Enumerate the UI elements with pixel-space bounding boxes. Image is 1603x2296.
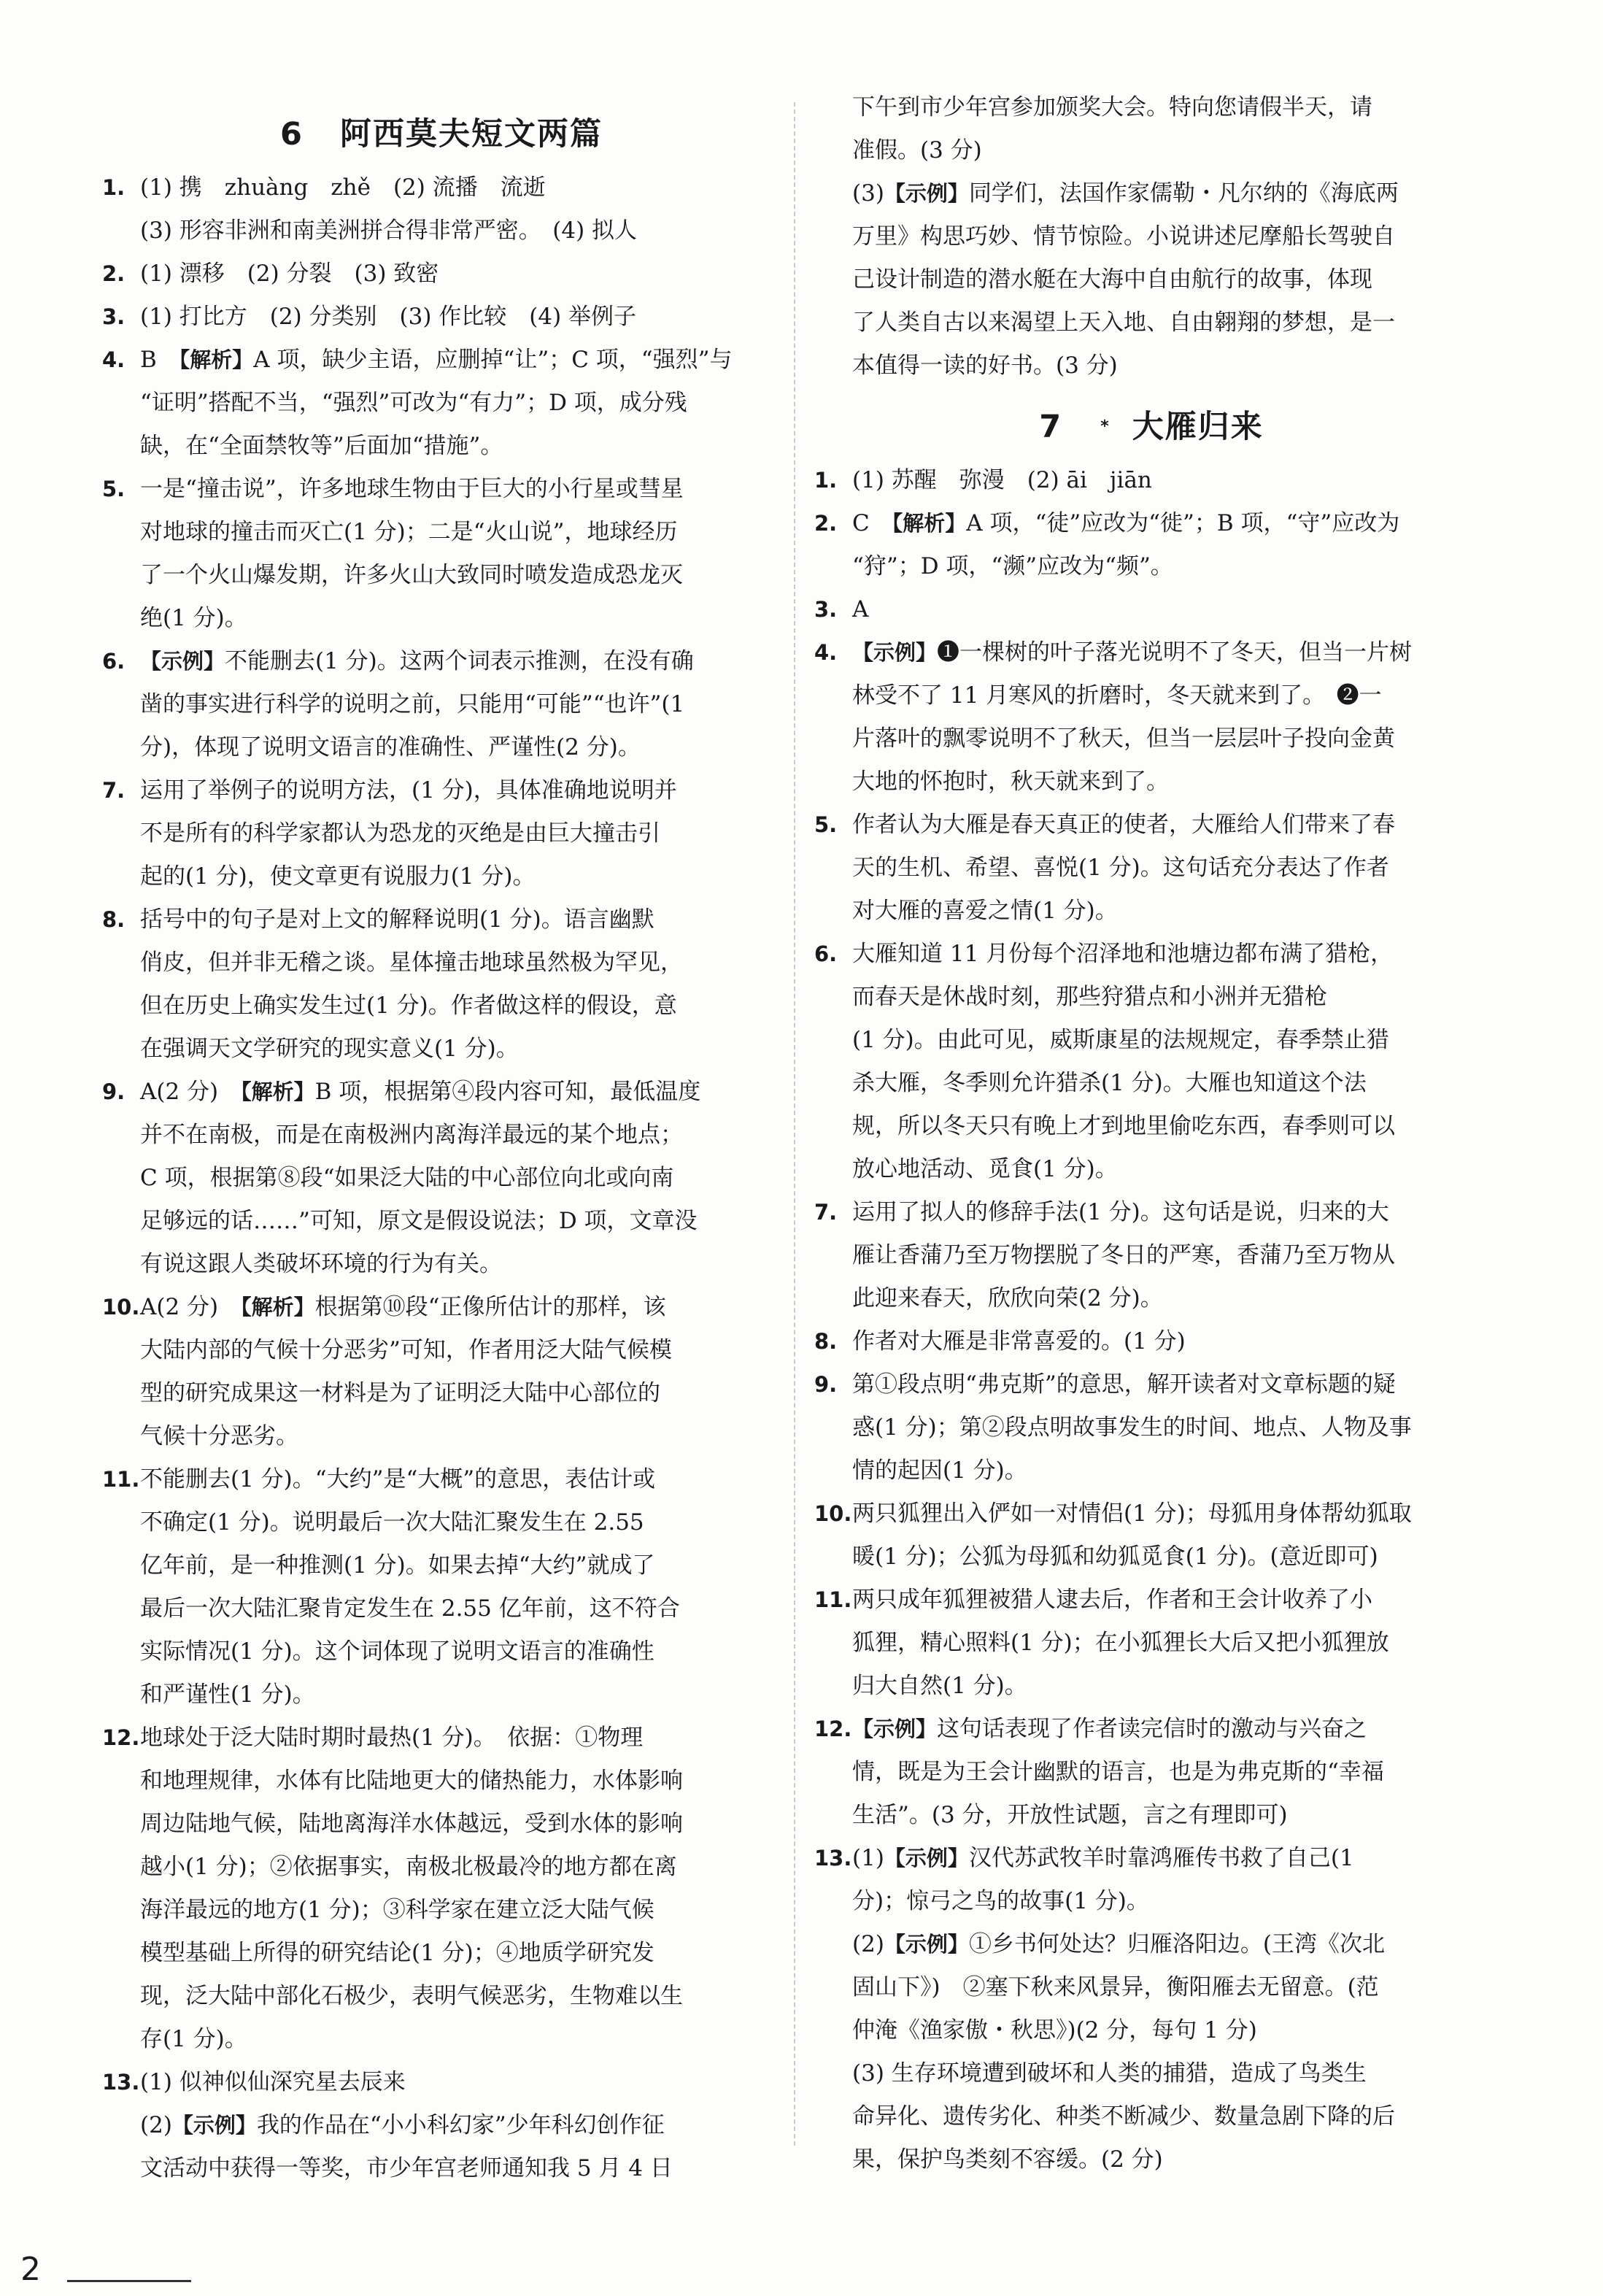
sub-answer <box>852 1923 1488 2052</box>
answer-tag: 【示例】 <box>852 1717 938 1741</box>
answer-item <box>814 1320 1488 1363</box>
item-number: 1. <box>102 175 125 200</box>
answer-line: (1)【示例】汉代苏武牧羊时靠鸿雁传书救了自己(1 <box>852 1845 1354 1871</box>
answer-line: 大雁知道 11 月份每个沼泽地和池塘边都布满了猎枪， <box>852 941 1394 967</box>
answer-line: 一是“撞击说”，许多地球生物由于巨大的小行星或彗星 <box>140 476 684 502</box>
answer-prefix: (3) <box>852 180 884 207</box>
item-number: 1. <box>814 468 838 493</box>
answer-line: 生活”。(3 分，开放性试题，言之有理即可) <box>852 1802 1288 1828</box>
answer-line: 天的生机、希望、喜悦(1 分)。这句话充分表达了作者 <box>852 855 1389 881</box>
answer-line: (1) 漂移 (2) 分裂 (3) 致密 <box>140 261 439 287</box>
answer-line: 分)；惊弓之鸟的故事(1 分)。 <box>852 1888 1149 1914</box>
answer-item <box>102 1286 781 1458</box>
answer-item <box>814 1492 1488 1579</box>
section-number: 7 <box>1039 409 1063 445</box>
continued-line: 准假。(3 分) <box>852 137 982 163</box>
answer-line: 俏皮，但并非无稽之谈。星体撞击地球虽然极为罕见， <box>140 949 683 976</box>
answer-line: C 项，根据第⑧段“如果泛大陆的中心部位向北或向南 <box>140 1165 674 1191</box>
answer-item <box>814 1708 1488 1837</box>
answer-prefix: A(2 分) <box>140 1294 242 1320</box>
answer-line: 并不在南极，而是在南极洲内离海洋最远的某个地点； <box>140 1122 683 1148</box>
answer-line: 括号中的句子是对上文的解释说明(1 分)。语言幽默 <box>140 906 654 933</box>
answer-tag: 【示例】 <box>884 1932 969 1957</box>
answer-line: A(2 分) 【解析】根据第⑩段“正像所估计的那样，该 <box>140 1294 666 1320</box>
answer-line: 凿的事实进行科学的说明之前，只能用“可能”“也许”(1 <box>140 691 685 717</box>
answer-line: 周边陆地气候，陆地离海洋水体越远，受到水体的影响 <box>140 1811 683 1837</box>
answer-item <box>814 1191 1488 1320</box>
answer-prefix: A(2 分) <box>140 1079 242 1105</box>
answer-line: 分)，体现了说明文语言的准确性、严谨性(2 分)。 <box>140 734 641 760</box>
sub-answer-line: 文活动中获得一等奖，市少年宫老师通知我 5 月 4 日 <box>140 2155 673 2181</box>
item-number: 6. <box>102 649 125 674</box>
answer-item <box>814 588 1488 631</box>
answer-line: 作者认为大雁是春天真正的使者，大雁给人们带来了春 <box>852 812 1395 838</box>
section-heading: 大雁归来 <box>1132 409 1264 445</box>
answer-item <box>102 253 781 296</box>
answer-item <box>814 459 1488 502</box>
answer-line: 起的(1 分)，使文章更有说服力(1 分)。 <box>140 863 536 890</box>
answer-line: 情，既是为王会计幽默的语言，也是为弗克斯的“幸福 <box>852 1759 1384 1785</box>
sub-answer-line: 固山下》) ②塞下秋来风景异，衡阳雁去无留意。(范 <box>852 1974 1379 2000</box>
section-heading: 阿西莫夫短文两篇 <box>339 116 603 153</box>
answer-line: 此迎来春天，欣欣向荣(2 分)。 <box>852 1285 1163 1311</box>
answer-item <box>814 933 1488 1191</box>
answer-line: “狩”；D 项，“濒”应改为“频”。 <box>852 553 1173 579</box>
section-asterisk: * <box>1100 417 1110 436</box>
answer-item <box>814 1579 1488 1708</box>
item-number: 5. <box>814 812 838 837</box>
item-number: 5. <box>102 477 125 501</box>
answer-line: (3) 形容非洲和南美洲拼合得非常严密。 (4) 拟人 <box>140 217 638 244</box>
answer-tag: 【示例】 <box>852 640 938 665</box>
answer-line: 作者对大雁是非常喜爱的。(1 分) <box>852 1328 1186 1355</box>
item-number: 4. <box>814 640 838 665</box>
answer-line: 绝(1 分)。 <box>140 605 247 631</box>
answer-line: 【示例】不能删去(1 分)。这两个词表示推测，在没有确 <box>140 648 694 674</box>
answer-tag: 【解析】 <box>892 511 967 536</box>
sub-answer-line: (3) 生存环境遭到破坏和人类的捕猎，造成了鸟类生 <box>852 2060 1367 2087</box>
sub-answer-line: (2)【示例】我的作品在“小小科幻家”少年科幻创作征 <box>140 2112 665 2138</box>
answer-line: 雁让香蒲乃至万物摆脱了冬日的严寒，香蒲乃至万物从 <box>852 1242 1395 1268</box>
answer-line: 归大自然(1 分)。 <box>852 1673 1027 1699</box>
section-title <box>102 111 781 158</box>
right-column <box>814 86 1488 2181</box>
continued-line: 下午到市少年宫参加颁奖大会。特向您请假半天，请 <box>852 94 1372 120</box>
answer-line: 两只成年狐狸被猎人逮去后，作者和王会计收养了小 <box>852 1587 1372 1613</box>
answer-item <box>814 1837 1488 2181</box>
item-number: 3. <box>102 304 125 329</box>
continued-line: 本值得一读的好书。(3 分) <box>852 353 1118 379</box>
answer-item <box>814 804 1488 933</box>
answer-line: 不确定(1 分)。说明最后一次大陆汇聚发生在 2.55 <box>140 1509 644 1536</box>
item-number: 10. <box>102 1295 140 1320</box>
sub-answer-line: (2)【示例】①乡书何处达？归雁洛阳边。(王湾《次北 <box>852 1931 1386 1957</box>
item-number: 13. <box>814 1846 852 1871</box>
continued-line: 己设计制造的潜水艇在大海中自由航行的故事，体现 <box>852 266 1372 293</box>
answer-item <box>102 1071 781 1286</box>
sub-answer-line: 命异化、遗传劣化、种类不断减少、数量急剧下降的后 <box>852 2103 1395 2130</box>
answer-line: 最后一次大陆汇聚肯定发生在 2.55 亿年前，这不符合 <box>140 1595 680 1622</box>
answer-tag: 【解析】 <box>241 1295 315 1320</box>
item-number: 9. <box>814 1372 838 1397</box>
item-number: 8. <box>814 1329 838 1354</box>
page-number-rule <box>67 2280 191 2282</box>
answer-line: 了一个火山爆发期，许多火山大致同时喷发造成恐龙灭 <box>140 562 683 588</box>
continued-line: 了人类自古以来渴望上天入地、自由翱翔的梦想，是一 <box>852 309 1395 336</box>
continued-line: (3)【示例】同学们，法国作家儒勒・凡尔纳的《海底两 <box>852 180 1399 207</box>
answer-line: C 【解析】A 项，“徒”应改为“徙”；B 项，“守”应改为 <box>852 510 1400 536</box>
item-number: 6. <box>814 941 838 966</box>
sub-answer <box>852 2052 1488 2181</box>
answer-item <box>102 468 781 640</box>
sub-answer-line: 仲淹《渔家傲・秋思》)(2 分，每句 1 分) <box>852 2017 1257 2043</box>
answer-line: B 【解析】A 项，缺少主语，应删掉“让”；C 项，“强烈”与 <box>140 347 733 373</box>
answer-line: (1) 似神似仙深究星去辰来 <box>140 2069 406 2095</box>
answer-item <box>102 339 781 468</box>
answer-prefix: (2) <box>852 1931 884 1957</box>
answer-line: 和严谨性(1 分)。 <box>140 1681 315 1708</box>
answer-line: “证明”搭配不当，“强烈”可改为“有力”；D 项，成分残 <box>140 390 687 416</box>
answer-line: (1) 打比方 (2) 分类别 (3) 作比较 (4) 举例子 <box>140 304 637 330</box>
answer-prefix: (1) <box>852 1845 884 1871</box>
item-number: 7. <box>814 1200 838 1225</box>
answer-item <box>102 166 781 253</box>
item-number: 2. <box>814 511 838 536</box>
answer-line: 海洋最远的地方(1 分)；③科学家在建立泛大陆气候 <box>140 1897 654 1923</box>
answer-item <box>102 640 781 769</box>
answer-tag: 【示例】 <box>884 1846 969 1871</box>
answer-line: 模型基础上所得的研究结论(1 分)；④地质学研究发 <box>140 1940 654 1966</box>
sub-answer <box>140 2104 781 2190</box>
answer-line: 片落叶的飘零说明不了秋天，但当一层层叶子投向金黄 <box>852 725 1395 752</box>
answer-line: 不是所有的科学家都认为恐龙的灭绝是由巨大撞击引 <box>140 820 660 847</box>
answer-line: 暖(1 分)；公狐为母狐和幼狐觅食(1 分)。(意近即可) <box>852 1544 1378 1570</box>
answer-prefix: C <box>852 510 892 536</box>
answer-line: 有说这跟人类破坏环境的行为有关。 <box>140 1251 502 1277</box>
answer-line: 缺，在“全面禁牧等”后面加“措施”。 <box>140 433 503 459</box>
item-number: 11. <box>102 1467 140 1492</box>
answer-item <box>814 631 1488 804</box>
item-number: 8. <box>102 907 125 932</box>
answer-tag: 【解析】 <box>241 1079 315 1104</box>
answer-item <box>102 898 781 1071</box>
answer-line: 和地理规律，水体有比陆地更大的储热能力，水体影响 <box>140 1768 683 1794</box>
item-number: 12. <box>814 1717 852 1741</box>
answer-line: 对地球的撞击而灭亡(1 分)；二是“火山说”，地球经历 <box>140 519 678 545</box>
page-number: 2 <box>20 2251 41 2288</box>
answer-line: 实际情况(1 分)。这个词体现了说明文语言的准确性 <box>140 1638 654 1665</box>
answer-line: 大地的怀抱时，秋天就来到了。 <box>852 768 1169 795</box>
item-number: 11. <box>814 1587 852 1612</box>
item-number: 12. <box>102 1725 140 1750</box>
answer-line: 足够远的话……”可知，原文是假设说法；D 项，文章没 <box>140 1208 698 1234</box>
answer-line: 气候十分恶劣。 <box>140 1423 298 1449</box>
answer-line: 规，所以冬天只有晚上才到地里偷吃东西，春季则可以 <box>852 1113 1395 1139</box>
answer-line: 第①段点明“弗克斯”的意思，解开读者对文章标题的疑 <box>852 1371 1396 1398</box>
answer-line: 但在历史上确实发生过(1 分)。作者做这样的假设，意 <box>140 993 677 1019</box>
answer-tag: 【解析】 <box>179 347 254 372</box>
answer-line: 不能删去(1 分)。“大约”是“大概”的意思，表估计或 <box>140 1466 656 1492</box>
answer-line: 狐狸，精心照料(1 分)；在小狐狸长大后又把小狐狸放 <box>852 1630 1389 1656</box>
answer-line: 两只狐狸出入俨如一对情侣(1 分)；母狐用身体帮幼狐取 <box>852 1501 1412 1527</box>
answer-line: 惑(1 分)；第②段点明故事发生的时间、地点、人物及事 <box>852 1414 1412 1441</box>
answer-line: 【示例】❶一棵树的叶子落光说明不了冬天，但当一片树 <box>852 639 1413 666</box>
answer-line: 存(1 分)。 <box>140 2026 247 2052</box>
answer-line: 在强调天文学研究的现实意义(1 分)。 <box>140 1036 519 1062</box>
answer-item <box>102 769 781 898</box>
item-number: 3. <box>814 597 838 622</box>
answer-line: 运用了举例子的说明方法，(1 分)，具体准确地说明并 <box>140 777 677 804</box>
item-number: 9. <box>102 1079 125 1104</box>
continued-answer <box>814 86 1488 388</box>
answer-line: (1) 苏醒 弥漫 (2) āi jiān <box>852 467 1152 493</box>
answer-line: (1) 携 zhuàng zhě (2) 流播 流逝 <box>140 174 546 201</box>
item-number: 10. <box>814 1501 852 1526</box>
answer-line: 型的研究成果这一材料是为了证明泛大陆中心部位的 <box>140 1380 660 1406</box>
sub-answer-line: 果，保护鸟类刻不容缓。(2 分) <box>852 2146 1163 2173</box>
answer-item <box>102 296 781 339</box>
answer-line: 运用了拟人的修辞手法(1 分)。这句话是说，归来的大 <box>852 1199 1389 1225</box>
left-column <box>102 95 781 2190</box>
answer-line: 而春天是休战时刻，那些狩猎点和小洲并无猎枪 <box>852 984 1327 1010</box>
answer-line: 地球处于泛大陆时期时最热(1 分)。 依据：①物理 <box>140 1725 644 1751</box>
answer-line: 【示例】这句话表现了作者读完信时的激动与兴奋之 <box>852 1716 1367 1742</box>
answer-item <box>102 1458 781 1717</box>
answer-tag: 【示例】 <box>171 2113 257 2138</box>
answer-item <box>814 502 1488 588</box>
item-number: 7. <box>102 778 125 803</box>
answer-item <box>814 1363 1488 1492</box>
item-number: 2. <box>102 261 125 286</box>
answer-tag: 【示例】 <box>884 181 969 206</box>
continued-line: 万里》构思巧妙、情节惊险。小说讲述尼摩船长驾驶自 <box>852 223 1395 250</box>
answer-line: 大陆内部的气候十分恶劣”可知，作者用泛大陆气候模 <box>140 1337 672 1363</box>
answer-prefix: (2) <box>140 2112 172 2138</box>
answer-line: A(2 分) 【解析】B 项，根据第④段内容可知，最低温度 <box>140 1079 701 1105</box>
answer-line: 亿年前，是一种推测(1 分)。如果去掉“大约”就成了 <box>140 1552 655 1579</box>
answer-line: 情的起因(1 分)。 <box>852 1457 1027 1484</box>
section-number: 6 <box>280 116 304 153</box>
answer-tag: 【示例】 <box>140 649 225 674</box>
item-number: 4. <box>102 347 125 372</box>
section-title <box>814 404 1488 450</box>
answer-line: 现，泛大陆中部化石极少，表明气候恶劣，生物难以生 <box>140 1983 683 2009</box>
column-divider <box>794 102 795 2146</box>
answer-line: 林受不了 11 月寒风的折磨时，冬天就来到了。 ❷一 <box>852 682 1382 709</box>
answer-line: 越小(1 分)；②依据事实，南极北极最冷的地方都在离 <box>140 1854 677 1880</box>
answer-line: 放心地活动、觅食(1 分)。 <box>852 1156 1118 1182</box>
answer-line: (1 分)。由此可见，威斯康星的法规规定，春季禁止猎 <box>852 1027 1389 1053</box>
answer-item <box>102 2061 781 2190</box>
answer-item <box>102 1717 781 2061</box>
answer-line: 对大雁的喜爱之情(1 分)。 <box>852 898 1118 924</box>
answer-line: A <box>852 596 869 623</box>
answer-line: 杀大雁，冬季则允许猎杀(1 分)。大雁也知道这个法 <box>852 1070 1367 1096</box>
item-number: 13. <box>102 2070 140 2095</box>
answer-prefix: B <box>140 347 179 373</box>
